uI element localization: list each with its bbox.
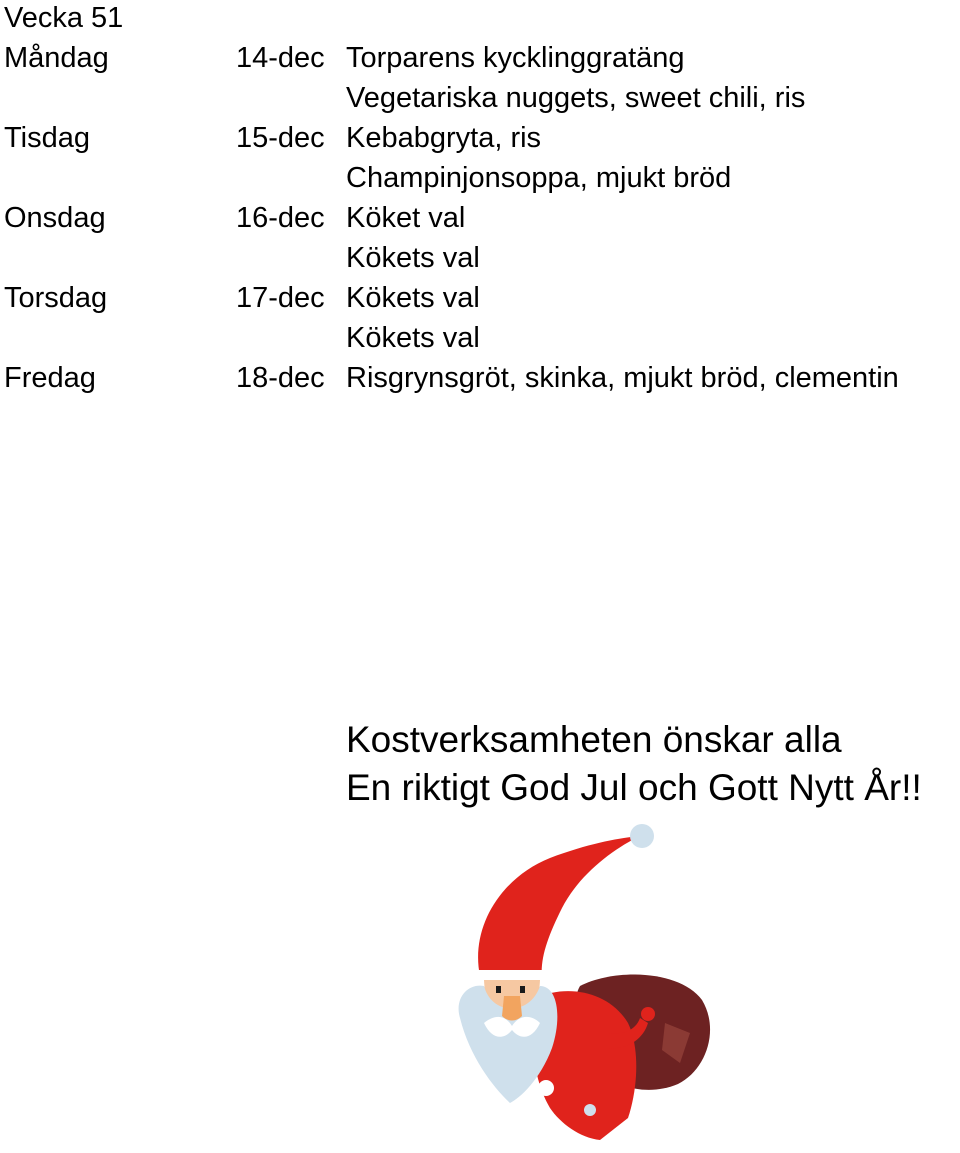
day-label-monday: Måndag	[4, 42, 109, 74]
dish-tuesday-1: Kebabgryta, ris	[346, 122, 542, 154]
eye-left	[496, 986, 501, 993]
dish-wednesday-2: Kökets val	[346, 242, 480, 274]
santa-claus-illustration	[440, 818, 720, 1148]
dish-friday-1: Risgrynsgröt, skinka, mjukt bröd, clementin	[346, 362, 899, 394]
date-friday: 18-dec	[236, 362, 325, 394]
day-label-friday: Fredag	[4, 362, 96, 394]
date-wednesday: 16-dec	[236, 202, 325, 234]
date-monday: 14-dec	[236, 42, 325, 74]
dish-monday-2: Vegetariska nuggets, sweet chili, ris	[346, 82, 806, 114]
day-label-thursday: Torsdag	[4, 282, 108, 314]
dish-thursday-2: Kökets val	[346, 322, 480, 354]
greeting-line-1: Kostverksamheten önskar alla	[346, 719, 842, 760]
nose-shape	[502, 996, 522, 1021]
coat-dot-1	[538, 1080, 554, 1096]
hat-shape	[478, 836, 640, 978]
dish-tuesday-2: Champinjonsoppa, mjukt bröd	[346, 162, 732, 194]
coat-dot-2	[584, 1104, 596, 1116]
day-label-tuesday: Tisdag	[4, 122, 90, 154]
greeting-line-2: En riktigt God Jul och Gott Nytt År!!	[346, 767, 922, 808]
date-tuesday: 15-dec	[236, 122, 325, 154]
dish-thursday-1: Kökets val	[346, 282, 480, 314]
week-title: Vecka 51	[4, 2, 124, 34]
day-label-wednesday: Onsdag	[4, 202, 106, 234]
eye-right	[520, 986, 525, 993]
mitten	[641, 1007, 655, 1021]
dish-monday-1: Torparens kycklinggratäng	[346, 42, 685, 74]
hat-pompom	[630, 824, 654, 848]
dish-wednesday-1: Köket val	[346, 202, 466, 234]
date-thursday: 17-dec	[236, 282, 325, 314]
